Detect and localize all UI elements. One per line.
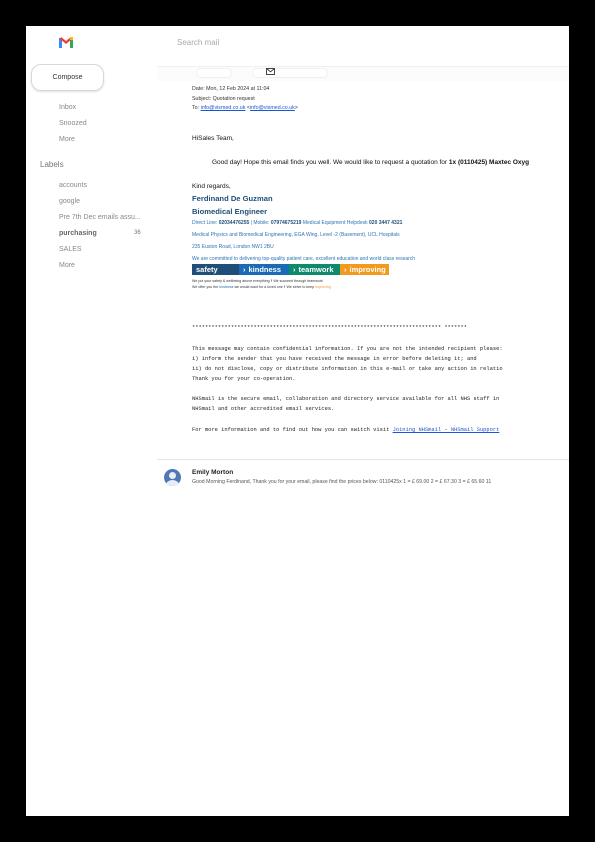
label-accounts[interactable]: accounts	[59, 182, 88, 189]
signature-mission: We are committed to delivering top-quality patient care, excellent education and world class research	[192, 256, 416, 262]
values-banner	[192, 264, 389, 275]
label-purchasing-count: 36	[134, 230, 141, 236]
label-more[interactable]: More	[59, 262, 75, 269]
signature-title: Biomedical Engineer	[192, 207, 268, 216]
email-subject: Subject: Quotation request	[192, 96, 255, 102]
label-sales[interactable]: SALES	[59, 246, 82, 253]
thread-divider	[157, 459, 569, 460]
avatar[interactable]	[164, 469, 181, 486]
chevron-right-icon: ›	[243, 265, 246, 274]
disclaimer-line-2: i) inform the sender that you have received the message in error before deleting it; and	[192, 356, 477, 362]
reply-snippet[interactable]: Good Morning Ferdinand, Thank you for your email, please find the prices below: 0110425x 1 = £ 69.00 2 = £ 67.30 3 = £ 65.60 11	[192, 479, 492, 485]
reply-sender[interactable]: Emily Morton	[192, 469, 234, 476]
label-purchasing[interactable]: purchasing	[59, 230, 97, 237]
label-pre-7th-dec[interactable]: Pre 7th Dec emails assu...	[59, 214, 141, 221]
signature-contact: Direct Line: 02034476255 | Mobile: 07974675219 Medical Equipment Helpdesk 020 3447 4321	[192, 220, 403, 226]
email-page	[26, 26, 569, 816]
signature-name: Ferdinand De Guzman	[192, 194, 273, 203]
more-info-line: For more information and to find out how you can switch visit Joining NHSmail – NHSmail Support	[192, 427, 500, 433]
nhsmail-line-1: NHSmail is the secure email, collaboration and directory service available for all NHS staff in	[192, 396, 500, 402]
value-safety: safety	[192, 264, 239, 275]
toolbar-pill-left[interactable]	[196, 68, 232, 78]
email-intro-product: 1x (0110425) Maxtec Oxyg	[448, 159, 530, 166]
to-address-link[interactable]: info@vismed.co.uk	[249, 105, 295, 111]
chevron-right-icon: ›	[344, 265, 347, 274]
chevron-right-icon: ›	[270, 278, 273, 284]
disclaimer-separator: ***************************************************************************** *******	[192, 325, 467, 331]
chevron-right-icon: ›	[283, 284, 286, 290]
compose-button[interactable]: Compose	[31, 64, 104, 91]
nav-more[interactable]: More	[59, 136, 75, 143]
label-google[interactable]: google	[59, 198, 81, 205]
disclaimer-line-4: Thank you for your co-operation.	[192, 376, 296, 382]
envelope-icon[interactable]	[266, 67, 275, 75]
gmail-logo-icon[interactable]	[59, 36, 73, 48]
toolbar-pill-center[interactable]	[252, 68, 328, 78]
value-teamwork: › teamwork	[289, 264, 340, 275]
labels-heading: Labels	[40, 160, 64, 169]
nav-inbox[interactable]: Inbox	[59, 104, 77, 111]
value-improving: › improving	[340, 264, 389, 275]
search-input[interactable]: Search mail	[177, 38, 220, 47]
values-tagline-1: We put your safety & wellbeing above everything › We succeed through teamwork	[192, 278, 323, 284]
email-date: Date: Mon, 12 Feb 2024 at 11:04	[192, 86, 270, 92]
values-tagline-2: We offer you the kindness we would want for a loved one › We strive to keep improving	[192, 284, 331, 290]
disclaimer-line-3: ii) do not disclose, copy or distribute information in this e-mail or take any action in relatio	[192, 366, 503, 372]
signature-address: 235 Euston Road, London NW1 2BU	[192, 244, 274, 250]
email-to: To: info@vismed.co.uk <info@vismed.co.uk>	[192, 105, 298, 111]
nhsmail-line-2: NHSmail and other accredited email services.	[192, 406, 335, 412]
chevron-right-icon: ›	[293, 265, 296, 274]
value-kindness: › kindness	[239, 264, 289, 275]
email-intro: Good day! Hope this email finds you well. We would like to request a quotation for 1x (0110425) Maxtec Oxyg	[212, 159, 530, 166]
nhsmail-support-link[interactable]: Joining NHSmail – NHSmail Support	[392, 427, 500, 433]
disclaimer-line-1: This message may contain confidential information. If you are not the intended recipient please:	[192, 346, 503, 352]
signature-department: Medical Physics and Biomedical Engineering, EGA Wing, Level -2 (Basement), UCL Hospitals	[192, 232, 400, 238]
to-name-link[interactable]: info@vismed.co.uk	[200, 105, 246, 111]
nav-snoozed[interactable]: Snoozed	[59, 120, 87, 127]
email-greeting: HiSales Team,	[192, 135, 234, 142]
email-closing: Kind regards,	[192, 183, 231, 190]
